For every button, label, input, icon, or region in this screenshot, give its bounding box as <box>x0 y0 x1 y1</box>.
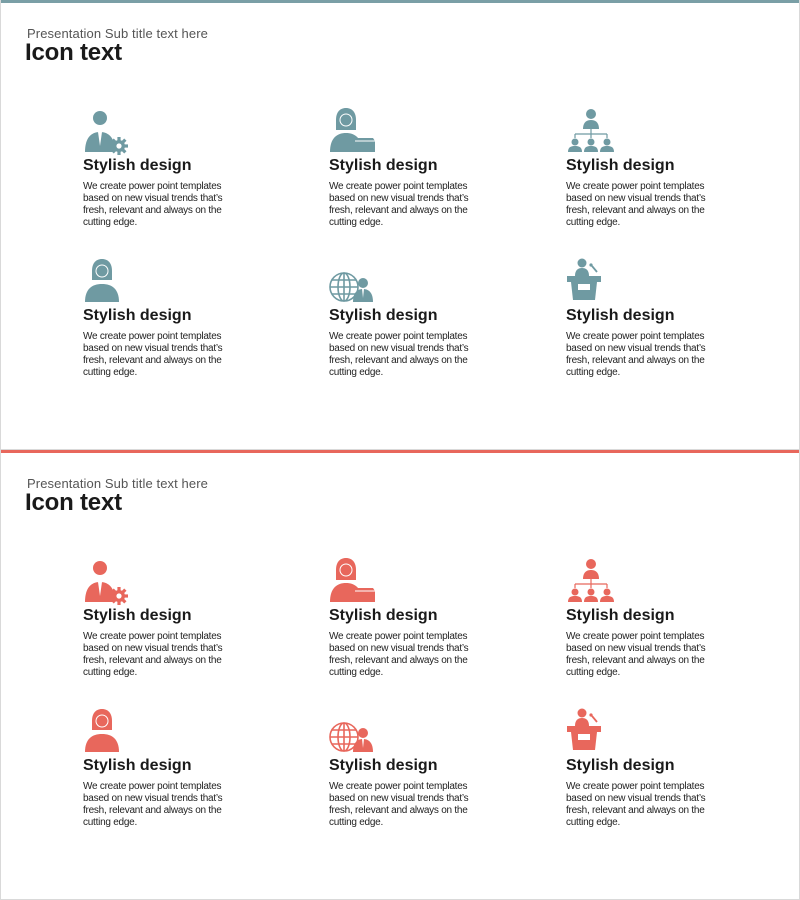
slide-title: Icon text <box>25 489 122 516</box>
item-title: Stylish design <box>83 307 192 324</box>
item-title: Stylish design <box>566 757 675 774</box>
item-description: We create power point templates based on new visual trends that’s fresh, relevant and always on the cutting edge. <box>329 181 469 228</box>
item-title: Stylish design <box>566 157 675 174</box>
item-description: We create power point templates based on new visual trends that’s fresh, relevant and always on the cutting edge. <box>83 181 223 228</box>
slide-subtitle: Presentation Sub title text here <box>27 476 208 491</box>
item-description: We create power point templates based on new visual trends that’s fresh, relevant and always on the cutting edge. <box>566 631 706 678</box>
slide-teal <box>1 0 799 449</box>
item-description: We create power point templates based on new visual trends that’s fresh, relevant and always on the cutting edge. <box>566 331 706 378</box>
woman-avatar-icon <box>83 258 133 288</box>
item-title: Stylish design <box>83 607 192 624</box>
item-title: Stylish design <box>329 307 438 324</box>
item-description: We create power point templates based on new visual trends that’s fresh, relevant and always on the cutting edge. <box>329 781 469 828</box>
org-chart-icon <box>566 558 616 588</box>
globe-businessman-icon <box>329 258 379 288</box>
woman-avatar-icon <box>83 708 133 738</box>
businessman-gear-icon <box>83 108 133 138</box>
businesswoman-folder-icon <box>329 108 379 138</box>
item-title: Stylish design <box>566 607 675 624</box>
item-description: We create power point templates based on new visual trends that’s fresh, relevant and always on the cutting edge. <box>83 331 223 378</box>
speaker-podium-icon <box>566 708 616 738</box>
item-title: Stylish design <box>83 757 192 774</box>
item-description: We create power point templates based on new visual trends that’s fresh, relevant and always on the cutting edge. <box>83 631 223 678</box>
item-title: Stylish design <box>566 307 675 324</box>
globe-businessman-icon <box>329 708 379 738</box>
item-title: Stylish design <box>329 757 438 774</box>
slide-coral <box>1 450 799 899</box>
item-description: We create power point templates based on new visual trends that’s fresh, relevant and always on the cutting edge. <box>329 331 469 378</box>
item-title: Stylish design <box>83 157 192 174</box>
businesswoman-folder-icon <box>329 558 379 588</box>
item-description: We create power point templates based on new visual trends that’s fresh, relevant and always on the cutting edge. <box>566 181 706 228</box>
item-description: We create power point templates based on new visual trends that’s fresh, relevant and always on the cutting edge. <box>83 781 223 828</box>
org-chart-icon <box>566 108 616 138</box>
item-description: We create power point templates based on new visual trends that’s fresh, relevant and always on the cutting edge. <box>329 631 469 678</box>
slide-subtitle: Presentation Sub title text here <box>27 26 208 41</box>
businessman-gear-icon <box>83 558 133 588</box>
slide-title: Icon text <box>25 39 122 66</box>
item-title: Stylish design <box>329 157 438 174</box>
item-description: We create power point templates based on new visual trends that’s fresh, relevant and always on the cutting edge. <box>566 781 706 828</box>
speaker-podium-icon <box>566 258 616 288</box>
item-title: Stylish design <box>329 607 438 624</box>
